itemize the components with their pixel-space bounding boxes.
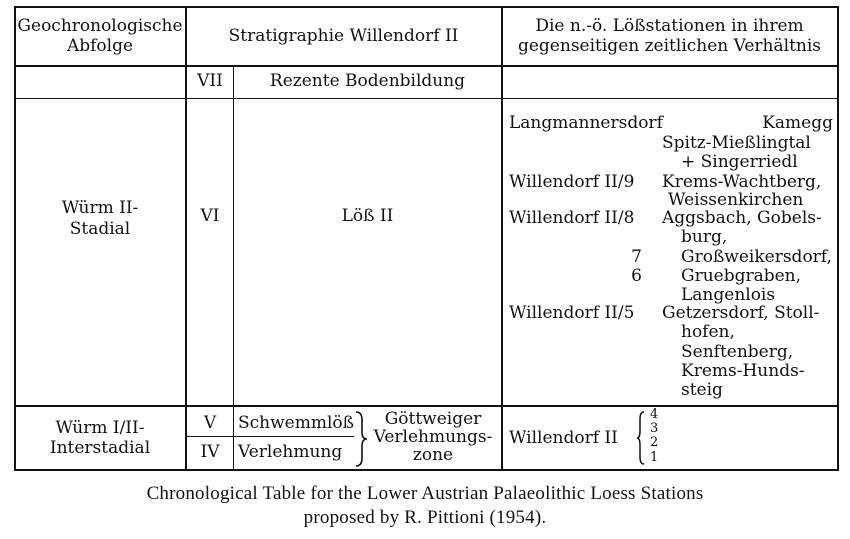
sub-number-4: 4 [650, 407, 659, 422]
numeral-v: V [203, 413, 217, 433]
numeral-col-right-border [233, 66, 234, 469]
caption-line2: proposed by R. Pittioni (1954). [303, 507, 547, 528]
sub-numbers-brace-icon [636, 410, 646, 466]
period-wurm-ii [16, 198, 184, 240]
station-willendorf-ii-5: Willendorf II/5 [509, 303, 635, 323]
station-senftenberg: Senftenberg, [681, 342, 794, 362]
header-geochronology-line2: Abfolge [66, 36, 134, 56]
zone-line1: Göttweiger [384, 409, 482, 429]
caption-line1: Chronological Table for the Lower Austrian Palaeolithic Loess Stations [146, 483, 704, 504]
sub-number-2: 2 [650, 435, 659, 450]
period-wurm-i-ii-line2: Interstadial [49, 438, 151, 458]
station-langmannersdorf: Langmannersdorf [509, 113, 663, 133]
sub-number-1: 1 [650, 450, 659, 465]
station-number-6: 6 [631, 266, 642, 286]
station-weissenkirchen: Weissenkirchen [668, 190, 804, 210]
header-stations-line2: gegenseitigen zeitlichen Verhältnis [517, 36, 822, 56]
station-steig: steig [681, 380, 723, 400]
stratum-vii: Rezente Bodenbildung [269, 71, 466, 91]
zone-line2: Verlehmungs- [373, 427, 493, 447]
period-wurm-i-ii-line1: Würm I/II- [55, 418, 145, 438]
period-wurm-ii-line2: Stadial [69, 219, 131, 239]
station-kamegg: Kamegg [762, 113, 833, 133]
numeral-iv: IV [200, 442, 220, 462]
sub-number-3: 3 [650, 421, 659, 436]
strata-brace-icon [354, 410, 368, 468]
table-top-border [14, 6, 838, 8]
station-number-7: 7 [631, 247, 642, 267]
period-wurm-i-ii [16, 418, 184, 458]
zone-goettweiger [368, 410, 498, 464]
header-geochronology-line1: Geochronologische [17, 16, 183, 36]
header-stations [503, 16, 836, 56]
station-hofen: hofen, [681, 322, 735, 342]
col2-right-border [501, 6, 503, 471]
station-spitz: Spitz-Mießlingtal [662, 133, 811, 153]
numeral-vii: VII [197, 71, 223, 91]
row-vi-bottom-border [14, 405, 838, 407]
station-willendorf-ii: Willendorf II [509, 428, 618, 448]
station-willendorf-ii-8: Willendorf II/8 [509, 208, 635, 228]
header-geochronology [16, 16, 184, 56]
table-right-border [837, 6, 839, 471]
header-stratigraphy: Stratigraphie Willendorf II [228, 26, 459, 46]
header-bottom-border [14, 65, 838, 67]
station-krems-hundssteig: Krems-Hunds- [681, 361, 805, 381]
station-langenlois: Langenlois [681, 285, 776, 305]
station-grossweikersdorf: Großweikersdorf, [681, 247, 832, 267]
station-willendorf-ii-9: Willendorf II/9 [509, 172, 635, 192]
stratum-schwemmloess: Schwemmlöß [238, 413, 354, 433]
station-getzersdorf: Getzersdorf, Stoll- [662, 303, 820, 323]
period-wurm-ii-line1: Würm II- [61, 198, 139, 218]
v-iv-divider [186, 436, 354, 437]
station-krems-wachtberg: Krems-Wachtberg, [662, 172, 822, 192]
table-bottom-border [14, 469, 838, 471]
station-singerriedl: + Singerriedl [681, 152, 798, 172]
stratum-vi: Löß II [341, 206, 394, 226]
station-aggsbach: Aggsbach, Gobels- [662, 208, 822, 228]
station-burg: burg, [681, 227, 728, 247]
station-gruebgraben: Gruebgraben, [681, 266, 802, 286]
header-stations-line1: Die n.-ö. Lößstationen in ihrem [535, 16, 804, 36]
row-vii-bottom-border [14, 98, 838, 99]
zone-line3: zone [412, 445, 454, 465]
stratum-verlehmung: Verlehmung [238, 442, 343, 462]
numeral-vi: VI [200, 206, 220, 226]
